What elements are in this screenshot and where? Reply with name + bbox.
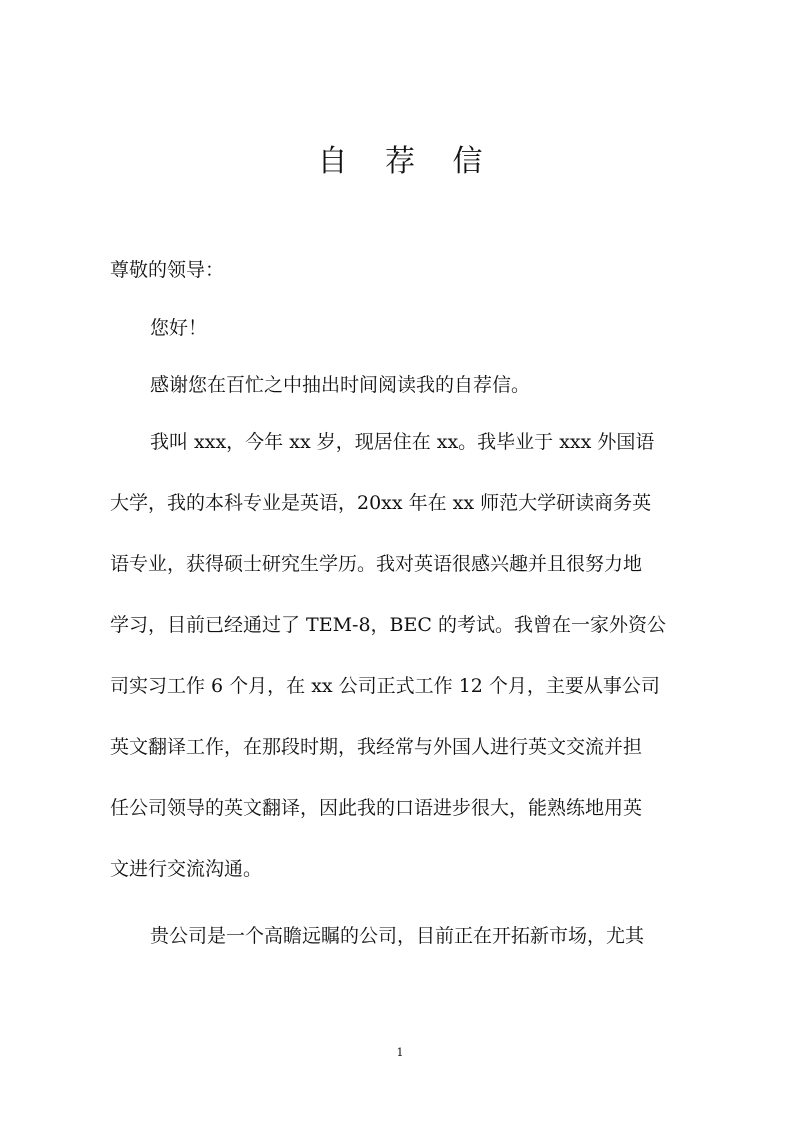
paragraph-2-line: 我叫 xxx，今年 xx 岁，现居住在 xx。我毕业于 xxx 外国语 (150, 431, 655, 453)
greeting-text: 您好！ (150, 317, 208, 339)
paragraph-2-line: 学习，目前已经通过了 TEM-8，BEC 的考试。我曾在一家外资公 (110, 614, 666, 636)
paragraph-2-line: 任公司领导的英文翻译，因此我的口语进步很大，能熟练地用英 (110, 797, 643, 819)
paragraph-2-line: 语专业，获得硕士研究生学历。我对英语很感兴趣并且很努力地 (110, 553, 643, 575)
paragraph-1-text: 感谢您在百忙之中抽出时间阅读我的自荐信。 (150, 374, 531, 396)
greeting (110, 308, 700, 348)
paragraph-2-line: 司实习工作 6 个月，在 xx 公司正式工作 12 个月，主要从事公司 (110, 675, 660, 697)
page-number: 1 (396, 1046, 404, 1059)
paragraph-2-line: 文进行交流沟通。 (110, 858, 263, 880)
paragraph-2-line: 大学，我的本科专业是英语，20xx 年在 xx 师范大学研读商务英 (110, 492, 652, 514)
paragraph-3 (110, 916, 700, 956)
paragraph-2-line: 英文翻译工作，在那段时期，我经常与外国人进行英文交流并担 (110, 736, 643, 758)
salutation: 尊敬的领导： (110, 259, 225, 281)
paragraph-1 (110, 365, 700, 405)
paragraph-2 (110, 422, 700, 889)
paragraph-3-text: 贵公司是一个高瞻远瞩的公司，目前正在开拓新市场，尤其 (150, 925, 645, 947)
page-title: 自 荐 信 (317, 144, 497, 179)
